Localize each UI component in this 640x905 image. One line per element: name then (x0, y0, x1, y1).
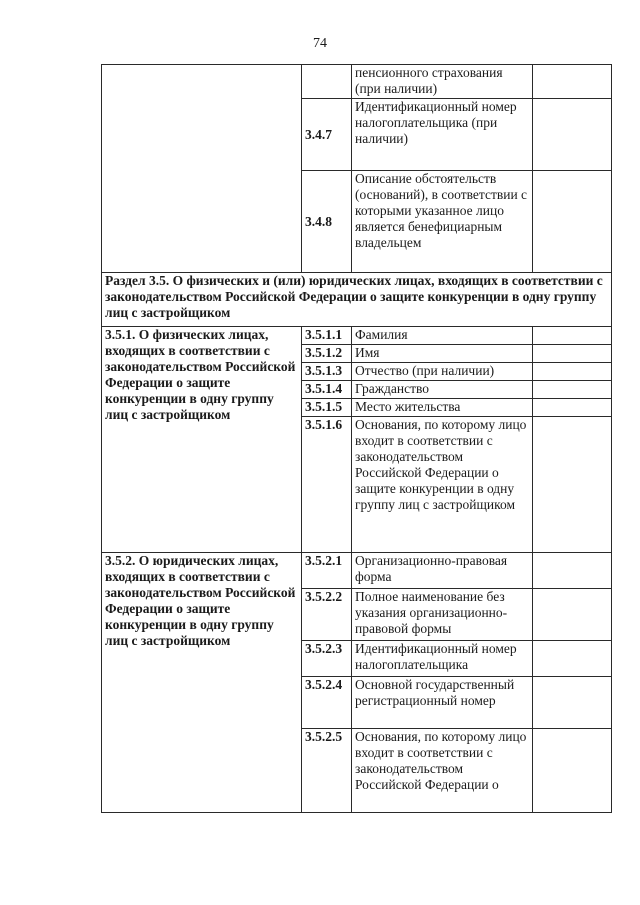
value-cell (533, 363, 612, 381)
value-cell (533, 171, 612, 273)
row-number: 3.5.1.6 (302, 417, 352, 553)
row-number: 3.4.7 (302, 99, 352, 171)
row-label: Основания, по которому лицо входит в соответствии с законодательством Российской Федерации о защите конкуренции в одну группу лиц с застройщиком (352, 417, 533, 553)
row-number: 3.5.2.2 (302, 589, 352, 641)
page-number: 74 (313, 36, 327, 51)
value-cell (533, 99, 612, 171)
row-label: Основной государственный регистрационный номер (352, 677, 533, 729)
document-table (101, 64, 612, 813)
row-label: Полное наименование без указания организационно-правовой формы (352, 589, 533, 641)
value-cell (533, 729, 612, 813)
row-number: 3.5.2.3 (302, 641, 352, 677)
row-label: Гражданство (352, 381, 533, 399)
value-cell (533, 381, 612, 399)
table-row (102, 327, 612, 345)
row-number: 3.5.1.3 (302, 363, 352, 381)
value-cell (533, 677, 612, 729)
row-label: Организационно-правовая форма (352, 553, 533, 589)
row-label: Фамилия (352, 327, 533, 345)
row-number: 3.5.2.1 (302, 553, 352, 589)
row-number: 3.5.2.5 (302, 729, 352, 813)
row-label: пенсионного страхования (при наличии) (352, 65, 533, 99)
value-cell (533, 553, 612, 589)
row-number: 3.5.1.1 (302, 327, 352, 345)
value-cell (533, 399, 612, 417)
group-title: 3.5.1. О физических лицах, входящих в соответствии с законодательством Российской Федерации о защите конкуренции в одну группу лиц с застройщиком (102, 327, 302, 553)
table-row (102, 553, 612, 589)
row-number: 3.5.2.4 (302, 677, 352, 729)
row-label: Описание обстоятельств (оснований), в соответствии с которыми указанное лицо является бенефициарным владельцем (352, 171, 533, 273)
row-number: 3.4.8 (302, 171, 352, 273)
row-number: 3.5.1.2 (302, 345, 352, 363)
group-title: 3.5.2. О юридических лицах, входящих в соответствии с законодательством Российской Федерации о защите конкуренции в одну группу лиц с застройщиком (102, 553, 302, 813)
row-number (302, 65, 352, 99)
value-cell (533, 417, 612, 553)
row-label: Имя (352, 345, 533, 363)
value-cell (533, 327, 612, 345)
section-heading: Раздел 3.5. О физических и (или) юридических лицах, входящих в соответствии с законодательством Российской Федерации о защите конкуренции в одну группу лиц с застройщиком (102, 273, 612, 327)
row-number: 3.5.1.5 (302, 399, 352, 417)
row-label: Отчество (при наличии) (352, 363, 533, 381)
row-number: 3.5.1.4 (302, 381, 352, 399)
empty-left-cell (102, 65, 302, 273)
section-heading-row (102, 273, 612, 327)
table-row (102, 65, 612, 99)
value-cell (533, 345, 612, 363)
value-cell (533, 641, 612, 677)
row-label: Идентификационный номер налогоплательщика (352, 641, 533, 677)
row-label: Идентификационный номер налогоплательщика (при наличии) (352, 99, 533, 171)
value-cell (533, 65, 612, 99)
row-label: Место жительства (352, 399, 533, 417)
value-cell (533, 589, 612, 641)
row-label: Основания, по которому лицо входит в соответствии с законодательством Российской Федерации о (352, 729, 533, 813)
